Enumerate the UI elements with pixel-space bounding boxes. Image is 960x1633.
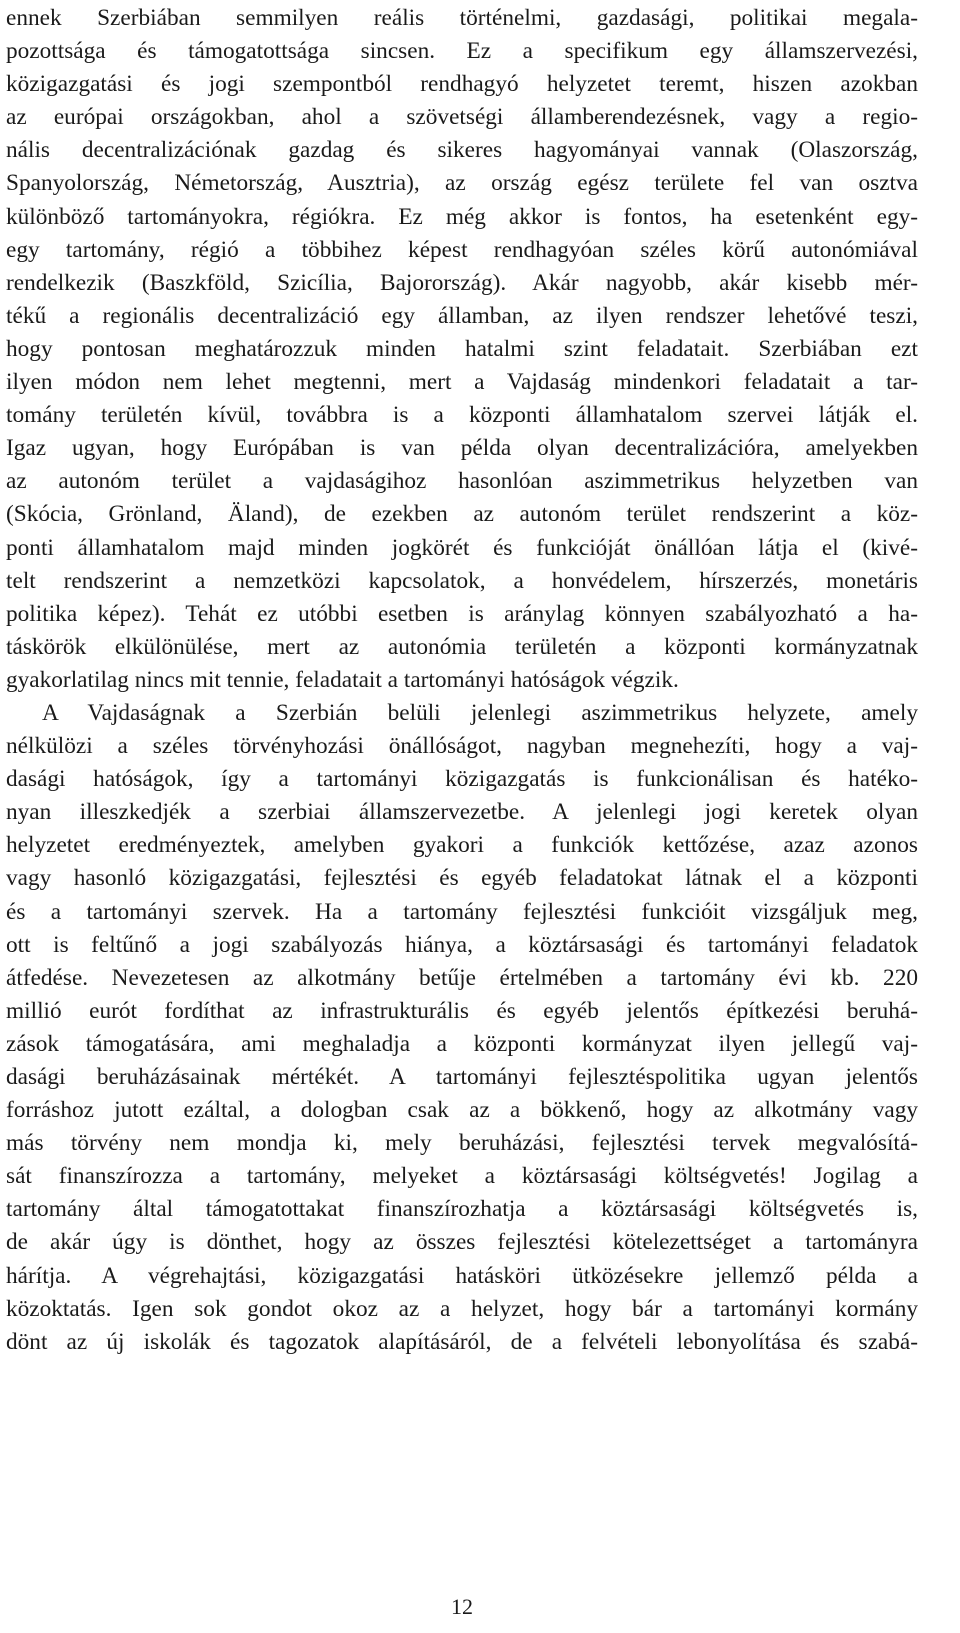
text-line: közigazgatási és jogi szempontból rendhagyó helyzetet teremt, hiszen azokban [6,71,918,98]
text-line: nyan illeszkedjék a szerbiai államszervezetbe. A jelenlegi jogi keretek olyan [6,799,918,826]
text-line: nélkülözi a széles törvényhozási önállóságot, nagyban megnehezíti, hogy a vaj- [6,733,918,760]
body-text [6,2,918,1359]
text-line: de akár úgy is dönthet, hogy az összes fejlesztési kötelezettséget a tartományra [6,1229,918,1256]
text-line: közoktatás. Igen sok gondot okoz az a helyzet, hogy bár a tartományi kormány [6,1295,918,1322]
text-line: egy tartomány, régió a többihez képest rendhagyóan széles körű autonómiával [6,236,918,263]
text-line: politika képez). Tehát ez utóbbi esetben is aránylag könnyen szabályozható a ha- [6,600,918,627]
text-line: zások támogatására, ami meghaladja a központi kormányzat ilyen jellegű vaj- [6,1030,918,1057]
text-line: átfedése. Nevezetesen az alkotmány betűje értelmében a tartomány évi kb. 220 [6,964,918,991]
paragraph [6,2,918,697]
text-line: (Skócia, Grönland, Äland), de ezekben az autonóm terület rendszerint a köz- [6,501,918,528]
text-line: tartomány által támogatottakat finanszírozhatja a köztársasági költségvetés is, [6,1196,918,1223]
text-line: Spanyolország, Németország, Ausztria), az ország egész területe fel van osztva [6,170,918,197]
text-line: táskörök elkülönülése, mert az autonómia területén a központi kormányzatnak [6,633,918,660]
text-line: ilyen módon nem lehet megtenni, mert a Vajdaság mindenkori feladatait a tar- [6,369,918,396]
text-line: és a tartományi szervek. Ha a tartomány fejlesztési funkcióit vizsgáljuk meg, [6,898,918,925]
text-line: millió eurót fordíthat az infrastrukturális és egyéb jelentős építkezési beruhá- [6,997,918,1024]
text-line: forráshoz jutott ezáltal, a dologban csak az a bökkenő, hogy az alkotmány vagy [6,1097,918,1124]
text-line: ponti államhatalom majd minden jogkörét és funkcióját önállóan látja el (kivé- [6,534,918,561]
text-line: hárítja. A végrehajtási, közigazgatási hatásköri ütközésekre jellemző példa a [6,1262,918,1289]
text-line: vagy hasonló közigazgatási, fejlesztési és egyéb feladatokat látnak el a központi [6,865,918,892]
page-number: 12 [451,1594,473,1619]
text-line: Igaz ugyan, hogy Európában is van példa olyan decentralizációra, amelyekben [6,435,918,462]
text-line: különböző tartományokra, régiókra. Ez még akkor is fontos, ha esetenként egy- [6,203,918,230]
text-line: hogy pontosan meghatározzuk minden hatalmi szint feladatait. Szerbiában ezt [6,335,918,362]
text-line: rendelkezik (Baszkföld, Szicília, Bajorország). Akár nagyobb, akár kisebb mér- [6,269,918,296]
text-line: az európai országokban, ahol a szövetségi államberendezésnek, vagy a regio- [6,104,918,131]
text-line: sát finanszírozza a tartomány, melyeket a köztársasági költségvetés! Jogilag a [6,1163,918,1190]
text-line: nális decentralizációnak gazdag és sikeres hagyományai vannak (Olaszország, [6,137,918,164]
text-line: gyakorlatilag nincs mit tennie, feladatait a tartományi hatóságok végzik. [6,666,679,693]
text-line: telt rendszerint a nemzetközi kapcsolatok, a honvédelem, hírszerzés, monetáris [6,567,918,594]
text-line: tomány területén kívül, továbbra is a központi államhatalom szervei látják el. [6,402,918,429]
text-line: más törvény nem mondja ki, mely beruházási, fejlesztési tervek megvalósítá- [6,1130,918,1157]
text-line: dönt az új iskolák és tagozatok alapításáról, de a felvételi lebonyolítása és szabá- [6,1328,918,1355]
text-line: tékű a regionális decentralizáció egy államban, az ilyen rendszer lehetővé teszi, [6,302,918,329]
text-line: dasági beruházásainak mértékét. A tartományi fejlesztéspolitika ugyan jelentős [6,1064,918,1090]
paragraph [6,697,918,1359]
text-line: az autonóm terület a vajdaságihoz hasonlóan aszimmetrikus helyzetben van [6,468,918,495]
text-line: pozottsága és támogatottsága sincsen. Ez a specifikum egy államszervezési, [6,38,918,65]
text-line: dasági hatóságok, így a tartományi közigazgatás is funkcionálisan és hatéko- [6,766,918,793]
text-line: A Vajdaságnak a Szerbián belüli jelenlegi aszimmetrikus helyzete, amely [42,699,918,726]
text-line: ennek Szerbiában semmilyen reális történelmi, gazdasági, politikai megala- [6,5,918,31]
text-line: ott is feltűnő a jogi szabályozás hiánya, a köztársasági és tartományi feladatok [6,931,918,958]
text-line: helyzetet eredményeztek, amelyben gyakori a funkciók kettőzése, azaz azonos [6,832,918,859]
